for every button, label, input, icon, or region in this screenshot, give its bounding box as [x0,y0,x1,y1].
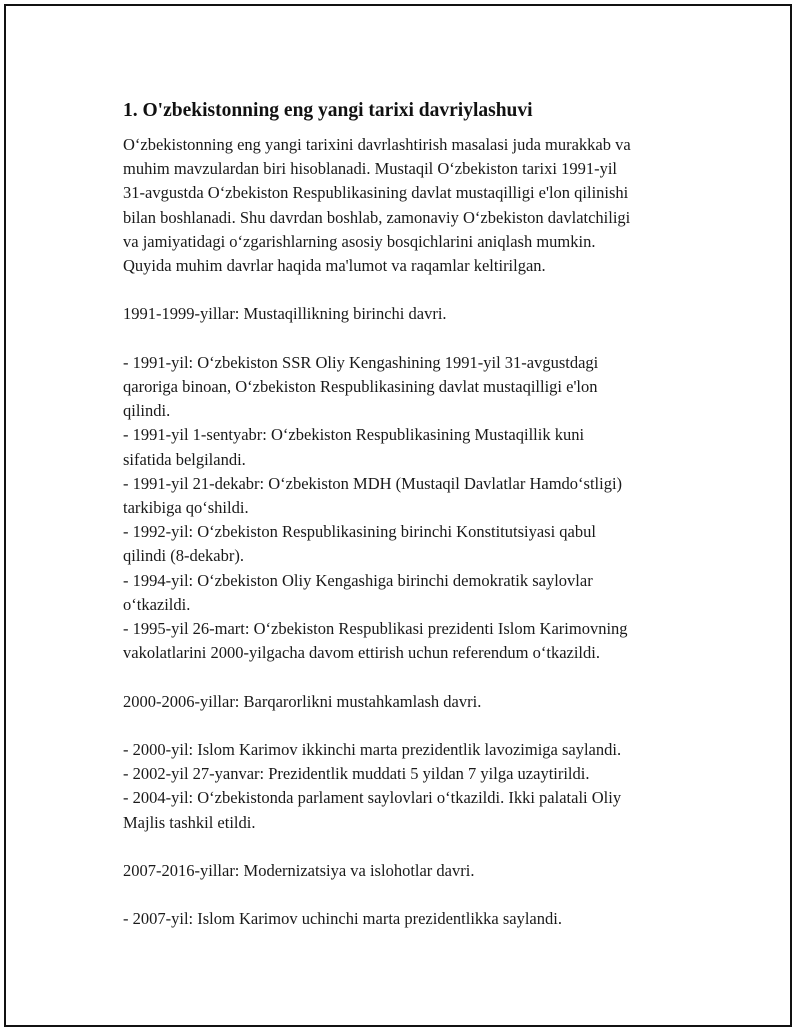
item-line: qaroriga binoan, O‘zbekiston Respublikasining davlat mustaqilligi e'lon [123,377,598,396]
paragraph-gap [123,665,703,689]
item-line: vakolatlarini 2000-yilgacha davom ettirish uchun referendum o‘tkazildi. [123,643,600,663]
intro-line: va jamiyatidagi o‘zgarishlarning asosiy bosqichlarini aniqlash mumkin. [123,231,596,251]
item-line: - 1991-yil 1-sentyabr: O‘zbekiston Respublikasining Mustaqillik kuni [123,425,585,445]
period-heading-2007-2016: 2007-2016-yillar: Modernizatsiya va islohotlar davri. [123,861,475,881]
item-line: - 2002-yil 27-yanvar: Prezidentlik muddati 5 yildan 7 yilga uzaytirildi. [123,764,590,784]
item-line: qilindi (8-dekabr). [123,546,244,566]
document-title: 1. O'zbekistonning eng yangi tarixi davriylashuvi [123,100,533,121]
item-line: - 1994-yil: O‘zbekiston Oliy Kengashiga birinchi demokratik saylovlar [123,570,593,590]
paragraph-gap [123,327,703,351]
section-items [123,907,703,931]
paragraph-gap [123,714,703,738]
section-heading [123,859,703,883]
section-heading [123,302,703,326]
item-line: - 1992-yil: O‘zbekiston Respublikasining birinchi Konstitutsiyasi qabul [123,522,596,542]
item-line: o‘tkazildi. [123,594,191,614]
period-heading-2000-2006: 2000-2006-yillar: Barqarorlikni mustahkamlash davri. [123,691,482,711]
page-frame [4,4,792,1027]
intro-line: muhim mavzulardan biri hisoblanadi. Mustaqil O‘zbekiston tarixi 1991-yil [123,159,617,179]
intro-line: bilan boshlanadi. Shu davrdan boshlab, zamonaviy O‘zbekiston davlatchiligi [123,207,631,227]
item-line: - 2004-yil: O‘zbekistonda parlament saylovlari o‘tkazildi. Ikki palatali Oliy [123,788,622,808]
section-items [123,738,703,835]
paragraph-gap [123,835,703,859]
intro-paragraph [123,133,703,278]
paragraph-gap [123,278,703,302]
item-line: - 1995-yil 26-mart: O‘zbekiston Respublikasi prezidenti Islom Karimovning [123,619,628,639]
section-heading [123,690,703,714]
item-line: - 2000-yil: Islom Karimov ikkinchi marta prezidentlik lavozimiga saylandi. [123,740,622,760]
document-body [123,98,703,932]
section-items [123,351,703,666]
item-line: tarkibiga qo‘shildi. [123,498,249,518]
item-line: - 1991-yil 21-dekabr: O‘zbekiston MDH (Mustaqil Davlatlar Hamdo‘stligi) [123,473,623,493]
intro-line: O‘zbekistonning eng yangi tarixini davrlashtirish masalasi juda murakkab va [123,135,631,154]
intro-line: Quyida muhim davrlar haqida ma'lumot va raqamlar keltirilgan. [123,256,546,276]
item-line: sifatida belgilandi. [123,449,246,469]
paragraph-gap [123,883,703,907]
item-line: Majlis tashkil etildi. [123,812,256,832]
intro-line: 31-avgustda O‘zbekiston Respublikasining davlat mustaqilligi e'lon qilinishi [123,183,629,203]
period-heading-1991-1999: 1991-1999-yillar: Mustaqillikning birinchi davri. [123,304,447,324]
item-line: - 2007-yil: Islom Karimov uchinchi marta prezidentlikka saylandi. [123,909,562,929]
item-line: qilindi. [123,401,171,421]
item-line: - 1991-yil: O‘zbekiston SSR Oliy Kengashining 1991-yil 31-avgustdagi [123,352,599,372]
